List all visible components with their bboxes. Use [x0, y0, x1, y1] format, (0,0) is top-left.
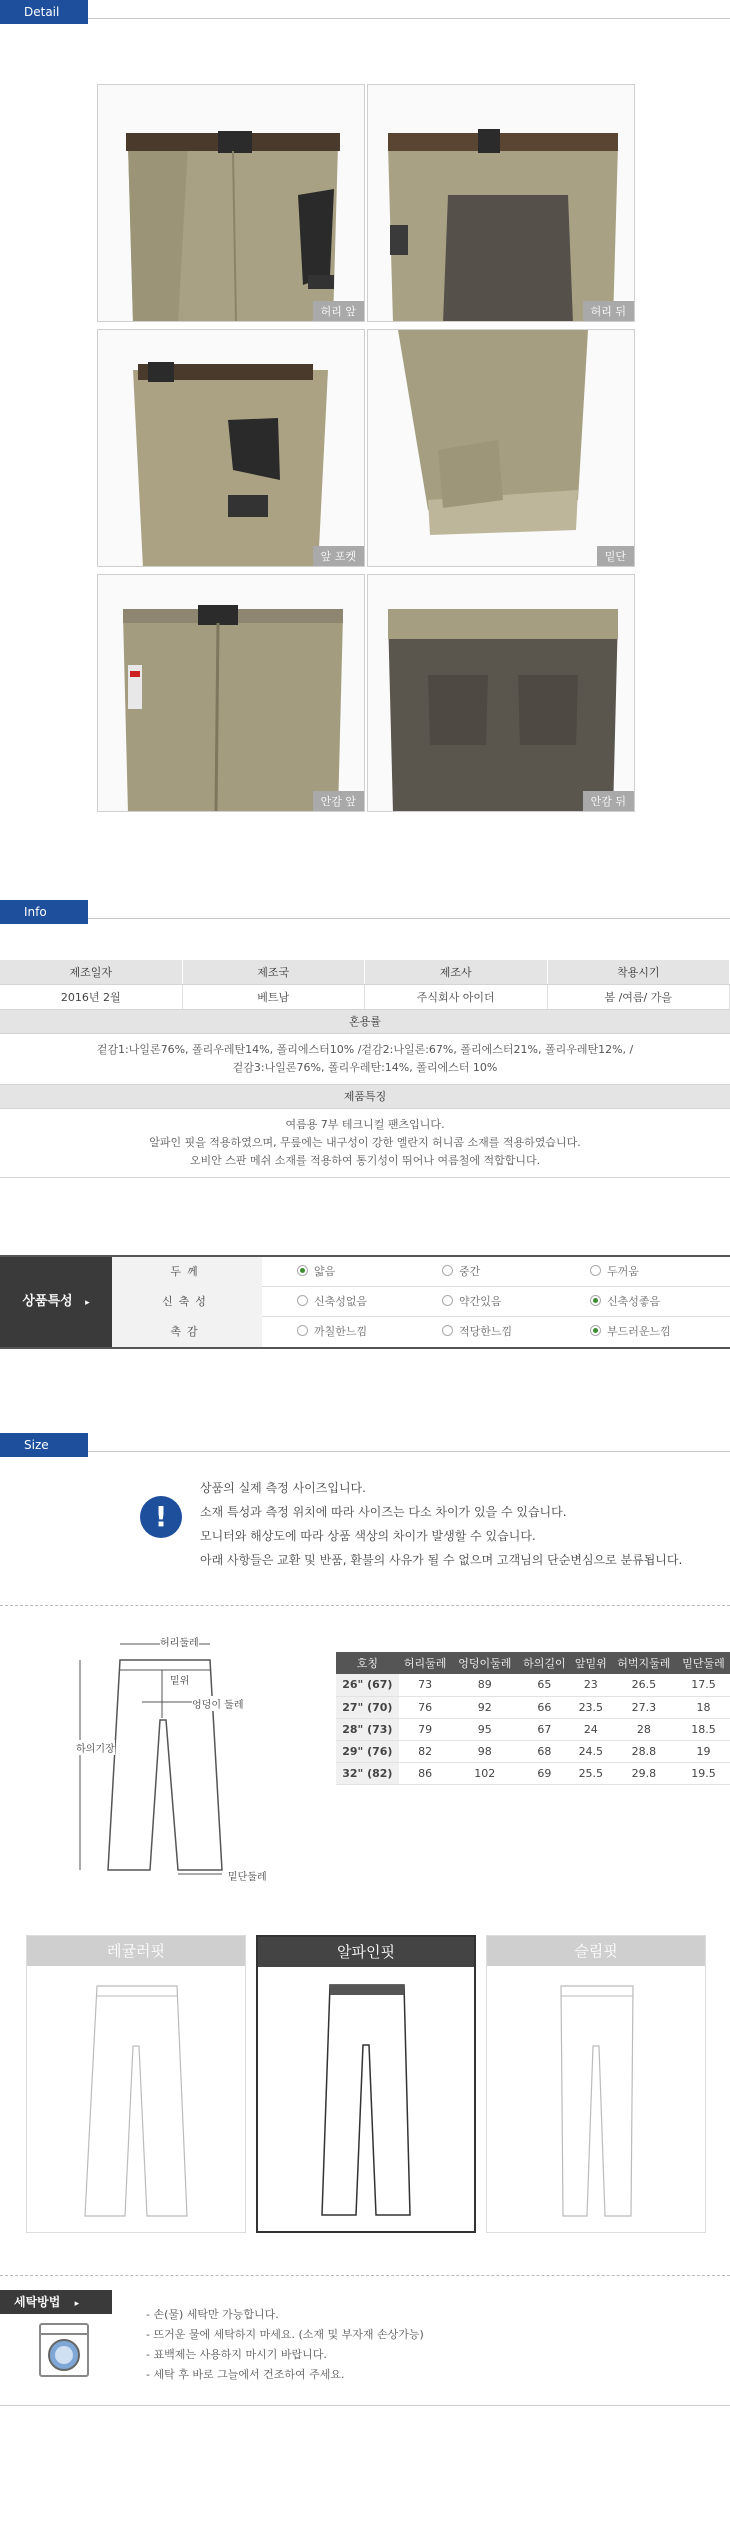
properties-label: 상품특성 ▸: [0, 1257, 112, 1347]
info-title: Info: [0, 900, 88, 924]
fit-title: 레귤러핏: [27, 1936, 245, 1966]
exclamation-icon: !: [140, 1496, 182, 1538]
property-name: 촉감: [112, 1317, 262, 1347]
table-row: 32" (82) 86 102 69 25.5 29.8 19.5: [336, 1762, 730, 1784]
property-name: 신축성: [112, 1287, 262, 1317]
notice-text: [200, 1476, 720, 1572]
photo-caption: 허리 뒤: [583, 301, 634, 321]
feature-line: 알파인 핏을 적용하였으며, 무릎에는 내구성이 강한 엘란지 허니콤 소재를 적용하였습니다.: [149, 1136, 581, 1149]
blend-title: 혼용률: [0, 1010, 730, 1034]
properties-arrow-icon: ▸: [85, 1298, 90, 1308]
washing-machine-icon: [38, 2322, 90, 2378]
fit-regular: [26, 1935, 246, 2233]
info-value-cell: 주식회사 아이더: [365, 985, 548, 1009]
wash-title: 세탁방법 ▸: [0, 2290, 112, 2314]
size-table-header: [336, 1652, 730, 1674]
size-col-header: 허리둘레: [399, 1652, 452, 1674]
wash-line: - 세탁 후 바로 그늘에서 건조하여 주세요.: [146, 2368, 345, 2381]
property-option[interactable]: 적당한느낌: [442, 1317, 512, 1347]
size-title: Size: [0, 1433, 88, 1457]
property-row-thickness: [112, 1257, 730, 1287]
property-option[interactable]: 중간: [442, 1257, 480, 1287]
size-header: [0, 1433, 730, 1457]
photo-lining-front: [97, 574, 365, 812]
photo-front-pocket: [97, 329, 365, 567]
blend-text: [0, 1034, 730, 1085]
notice-line: 모니터와 해상도에 따라 상품 색상의 차이가 발생할 수 있습니다.: [200, 1529, 536, 1543]
label-hem: 밑단둘레: [228, 1868, 267, 1883]
blend-line: 겉감1:나일론76%, 폴리우레탄14%, 폴리에스터10% /겉감2:나일론:67%, 폴리에스터21%, 폴리우레탄12%, /: [96, 1043, 634, 1056]
photo-caption: 허리 앞: [313, 301, 364, 321]
photo-caption: 밑단: [597, 546, 634, 566]
fit-slim: [486, 1935, 706, 2233]
wash-arrow-icon: ▸: [74, 2299, 80, 2309]
radio-icon[interactable]: [297, 1325, 308, 1336]
radio-checked-icon[interactable]: [590, 1325, 601, 1336]
property-option[interactable]: 두꺼움: [590, 1257, 639, 1287]
slim-pants-icon: [487, 1966, 705, 2232]
wash-line: - 표백제는 사용하지 마시기 바랍니다.: [146, 2348, 327, 2361]
photo-caption: 안감 뒤: [583, 791, 634, 811]
radio-checked-icon[interactable]: [590, 1295, 601, 1306]
wash-line: - 손(물) 세탁만 가능합니다.: [146, 2308, 279, 2321]
pants-outline-icon: [50, 1630, 320, 1880]
info-header-cell: 제조국: [183, 960, 366, 984]
info-value-row: [0, 985, 730, 1010]
label-length: 하의기장: [76, 1740, 115, 1755]
property-option[interactable]: 부드러운느낌: [590, 1317, 671, 1347]
property-option[interactable]: 얇음: [297, 1257, 335, 1287]
radio-icon[interactable]: [297, 1295, 308, 1306]
feature-title: 제품특징: [0, 1085, 730, 1109]
fit-title: 슬림핏: [487, 1936, 705, 1966]
size-col-header: 허벅지둘레: [611, 1652, 677, 1674]
notice-line: 아래 사항들은 교환 및 반품, 환불의 사유가 될 수 없으며 고객님의 단순변심으로 분류됩니다.: [200, 1553, 683, 1567]
radio-checked-icon[interactable]: [297, 1265, 308, 1276]
feature-line: 오비안 스판 메쉬 소재를 적용하여 통기성이 뛰어나 여름철에 적합합니다.: [189, 1154, 541, 1167]
size-col-header: 하의길이: [518, 1652, 571, 1674]
product-properties: [0, 1255, 730, 1349]
photo-lining-back: [367, 574, 635, 812]
size-table: [336, 1652, 730, 1785]
property-row-stretch: [112, 1287, 730, 1317]
feature-text: [0, 1109, 730, 1178]
radio-icon[interactable]: [442, 1265, 453, 1276]
label-rise: 밑위: [170, 1672, 189, 1687]
info-header-cell: 착용시기: [548, 960, 730, 984]
blend-line: 겉감3:나일론76%, 폴리우레탄:14%, 폴리에스터 10%: [232, 1061, 498, 1074]
notice-line: 상품의 실제 측정 사이즈입니다.: [200, 1481, 366, 1495]
photo-waist-front: [97, 84, 365, 322]
info-table: [0, 960, 730, 1178]
table-row: 28" (73) 79 95 67 24 28 18.5: [336, 1718, 730, 1740]
info-value-cell: 베트남: [183, 985, 366, 1009]
radio-icon[interactable]: [442, 1325, 453, 1336]
property-row-touch: [112, 1317, 730, 1347]
info-value-cell: 봄 /여름/ 가을: [548, 985, 730, 1009]
size-col-header: 호칭: [336, 1652, 399, 1674]
radio-icon[interactable]: [590, 1265, 601, 1276]
photo-waist-back: [367, 84, 635, 322]
property-option[interactable]: 신축성좋음: [590, 1287, 660, 1317]
size-col-header: 밑단둘레: [677, 1652, 730, 1674]
photo-caption: 안감 앞: [313, 791, 364, 811]
wash-line: - 뜨거운 물에 세탁하지 마세요. (소재 및 부자재 손상가능): [146, 2328, 424, 2341]
radio-icon[interactable]: [442, 1295, 453, 1306]
fit-alpine: [256, 1935, 476, 2233]
info-header-cell: 제조일자: [0, 960, 183, 984]
info-header-row: [0, 960, 730, 985]
fit-title: 알파인핏: [258, 1937, 474, 1967]
property-option[interactable]: 약간있음: [442, 1287, 502, 1317]
detail-header: [0, 0, 730, 24]
table-row: 29" (76) 82 98 68 24.5 28.8 19: [336, 1740, 730, 1762]
detail-title: Detail: [0, 0, 88, 24]
property-option[interactable]: 신축성없음: [297, 1287, 367, 1317]
label-hip: 엉덩이 둘레: [192, 1696, 243, 1711]
table-row: 26" (67) 73 89 65 23 26.5 17.5: [336, 1674, 730, 1696]
measurement-diagram: [50, 1630, 320, 1883]
feature-line: 여름용 7부 테크니컬 팬츠입니다.: [285, 1118, 445, 1131]
notice-line: 소재 특성과 측정 위치에 따라 사이즈는 다소 차이가 있을 수 있습니다.: [200, 1505, 567, 1519]
regular-pants-icon: [27, 1966, 245, 2232]
label-waist: 허리둘레: [160, 1634, 199, 1649]
info-header: [0, 900, 730, 924]
property-option[interactable]: 까칠한느낌: [297, 1317, 367, 1347]
photo-hem: [367, 329, 635, 567]
property-name: 두께: [112, 1257, 262, 1287]
size-col-header: 엉덩이둘레: [452, 1652, 518, 1674]
table-row: 27" (70) 76 92 66 23.5 27.3 18: [336, 1696, 730, 1718]
size-col-header: 앞밑위: [571, 1652, 611, 1674]
alpine-pants-icon: [258, 1967, 474, 2231]
photo-caption: 앞 포켓: [313, 546, 364, 566]
info-value-cell: 2016년 2월: [0, 985, 183, 1009]
info-header-cell: 제조사: [365, 960, 548, 984]
wash-instructions: [146, 2305, 424, 2385]
